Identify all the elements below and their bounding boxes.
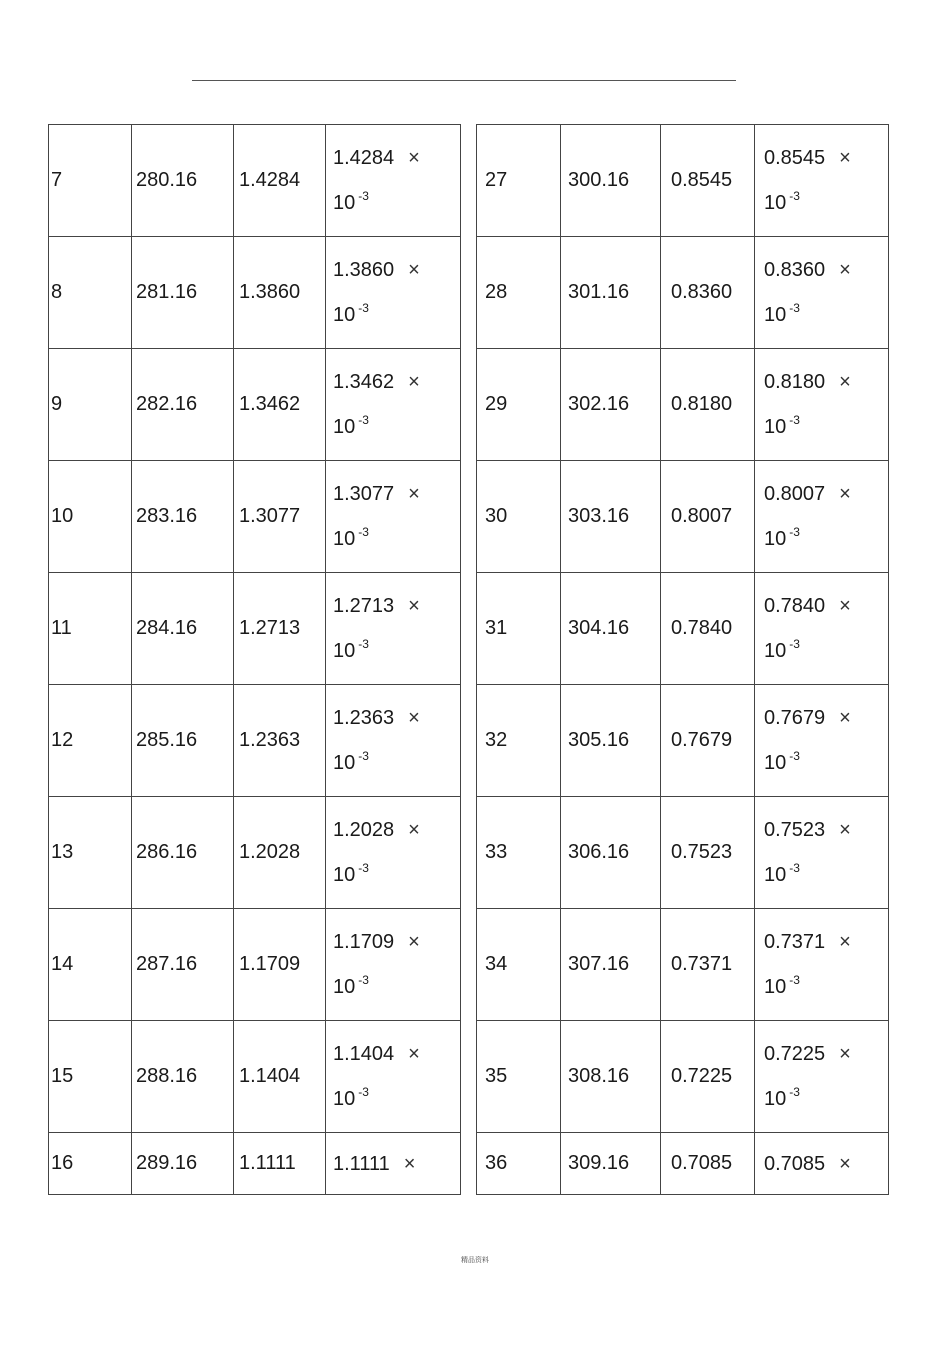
column-divider — [461, 461, 477, 573]
sci-exponent: -3 — [358, 637, 369, 651]
value-cell: 1.1111 — [234, 1133, 326, 1195]
multiply-sign: × — [839, 1152, 851, 1175]
table-body — [49, 125, 889, 1195]
index-cell: 15 — [49, 1021, 132, 1133]
sci-mantissa-line — [333, 1044, 460, 1064]
sci-mantissa-line — [333, 708, 460, 728]
sci-mantissa: 1.1709 — [333, 931, 395, 953]
sci-mantissa: 0.7371 — [764, 931, 826, 953]
sci-mantissa-line — [764, 820, 888, 840]
value-cell: 1.1404 — [234, 1021, 326, 1133]
header-rule — [192, 80, 736, 81]
temperature-cell: 285.16 — [132, 685, 234, 797]
sci-power-line — [764, 413, 888, 438]
multiply-sign: × — [839, 483, 851, 505]
sci-exponent: -3 — [789, 973, 800, 987]
temperature-cell: 300.16 — [561, 125, 661, 237]
sci-power-line — [333, 413, 460, 438]
scientific-value-cell — [755, 237, 889, 349]
sci-exponent: -3 — [358, 749, 369, 763]
sci-mantissa-line — [764, 1154, 888, 1174]
column-divider — [461, 909, 477, 1021]
value-cell: 0.7085 — [661, 1133, 755, 1195]
scientific-value-cell — [326, 797, 461, 909]
multiply-sign: × — [408, 707, 420, 729]
sci-base: 10 — [764, 304, 787, 326]
sci-mantissa-line — [764, 708, 888, 728]
multiply-sign: × — [839, 707, 851, 729]
sci-mantissa: 0.8180 — [764, 371, 826, 393]
sci-mantissa-line — [764, 372, 888, 392]
value-cell: 1.1709 — [234, 909, 326, 1021]
multiply-sign: × — [408, 483, 420, 505]
multiply-sign: × — [839, 1043, 851, 1065]
multiply-sign: × — [839, 147, 851, 169]
table-row — [49, 685, 889, 797]
multiply-sign: × — [839, 259, 851, 281]
sci-mantissa: 1.3077 — [333, 483, 395, 505]
sci-exponent: -3 — [789, 1085, 800, 1099]
temperature-cell: 302.16 — [561, 349, 661, 461]
table-row — [49, 1021, 889, 1133]
value-cell: 1.3077 — [234, 461, 326, 573]
sci-exponent: -3 — [789, 525, 800, 539]
scientific-value-cell — [755, 349, 889, 461]
value-cell: 0.7225 — [661, 1021, 755, 1133]
sci-power-line — [333, 861, 460, 886]
sci-base: 10 — [333, 864, 356, 886]
sci-exponent: -3 — [358, 413, 369, 427]
index-cell: 36 — [477, 1133, 561, 1195]
temperature-cell: 282.16 — [132, 349, 234, 461]
sci-power-line — [764, 1085, 888, 1110]
temperature-cell: 304.16 — [561, 573, 661, 685]
sci-base: 10 — [333, 192, 356, 214]
sci-exponent: -3 — [789, 189, 800, 203]
sci-exponent: -3 — [789, 301, 800, 315]
sci-mantissa: 0.8360 — [764, 259, 826, 281]
value-cell: 0.7679 — [661, 685, 755, 797]
sci-exponent: -3 — [358, 861, 369, 875]
column-divider — [461, 1133, 477, 1195]
column-divider — [461, 125, 477, 237]
sci-mantissa-line — [333, 596, 460, 616]
scientific-value-cell — [755, 125, 889, 237]
sci-mantissa: 0.7085 — [764, 1152, 826, 1175]
sci-exponent: -3 — [358, 973, 369, 987]
sci-mantissa: 1.2713 — [333, 595, 395, 617]
scientific-value-cell — [326, 909, 461, 1021]
scientific-value-cell — [755, 1133, 889, 1195]
scientific-value-cell — [755, 909, 889, 1021]
sci-base: 10 — [333, 304, 356, 326]
value-cell: 0.7840 — [661, 573, 755, 685]
table-row — [49, 125, 889, 237]
multiply-sign: × — [839, 819, 851, 841]
sci-power-line — [333, 1085, 460, 1110]
temperature-cell: 280.16 — [132, 125, 234, 237]
sci-power-line — [764, 189, 888, 214]
sci-power-line — [333, 749, 460, 774]
sci-power-line — [333, 301, 460, 326]
sci-mantissa-line — [333, 148, 460, 168]
index-cell: 13 — [49, 797, 132, 909]
sci-mantissa-line — [333, 372, 460, 392]
multiply-sign: × — [408, 931, 420, 953]
temperature-cell: 288.16 — [132, 1021, 234, 1133]
sci-base: 10 — [764, 752, 787, 774]
value-cell: 0.8360 — [661, 237, 755, 349]
sci-exponent: -3 — [789, 861, 800, 875]
sci-mantissa-line — [764, 148, 888, 168]
table-row — [49, 573, 889, 685]
sci-base: 10 — [764, 528, 787, 550]
value-cell: 0.8007 — [661, 461, 755, 573]
sci-mantissa-line — [333, 484, 460, 504]
sci-mantissa-line — [333, 820, 460, 840]
sci-mantissa: 1.2028 — [333, 819, 395, 841]
column-divider — [461, 797, 477, 909]
sci-exponent: -3 — [358, 525, 369, 539]
sci-power-line — [764, 973, 888, 998]
multiply-sign: × — [408, 819, 420, 841]
footer-note: 精品资料 — [461, 1256, 489, 1264]
sci-mantissa: 1.1111 — [333, 1152, 390, 1175]
sci-power-line — [333, 525, 460, 550]
data-table — [48, 124, 889, 1195]
table-row — [49, 349, 889, 461]
temperature-cell: 286.16 — [132, 797, 234, 909]
sci-base: 10 — [764, 976, 787, 998]
temperature-cell: 308.16 — [561, 1021, 661, 1133]
index-cell: 14 — [49, 909, 132, 1021]
sci-mantissa-line — [333, 260, 460, 280]
index-cell: 27 — [477, 125, 561, 237]
sci-power-line — [764, 861, 888, 886]
sci-base: 10 — [333, 416, 356, 438]
value-cell: 1.2028 — [234, 797, 326, 909]
column-divider — [461, 237, 477, 349]
index-cell: 29 — [477, 349, 561, 461]
index-cell: 8 — [49, 237, 132, 349]
sci-exponent: -3 — [358, 1085, 369, 1099]
sci-base: 10 — [333, 976, 356, 998]
value-cell: 1.2713 — [234, 573, 326, 685]
sci-power-line — [333, 189, 460, 214]
sci-base: 10 — [333, 1088, 356, 1110]
multiply-sign: × — [408, 371, 420, 393]
column-divider — [461, 1021, 477, 1133]
index-cell: 30 — [477, 461, 561, 573]
sci-mantissa-line — [333, 1154, 460, 1174]
temperature-cell: 301.16 — [561, 237, 661, 349]
scientific-value-cell — [755, 1021, 889, 1133]
multiply-sign: × — [408, 595, 420, 617]
index-cell: 9 — [49, 349, 132, 461]
sci-power-line — [764, 749, 888, 774]
value-cell: 1.2363 — [234, 685, 326, 797]
temperature-cell: 283.16 — [132, 461, 234, 573]
index-cell: 33 — [477, 797, 561, 909]
sci-base: 10 — [333, 640, 356, 662]
temperature-cell: 309.16 — [561, 1133, 661, 1195]
table-row — [49, 909, 889, 1021]
value-cell: 0.7523 — [661, 797, 755, 909]
index-cell: 34 — [477, 909, 561, 1021]
sci-mantissa: 0.8007 — [764, 483, 826, 505]
sci-exponent: -3 — [358, 301, 369, 315]
multiply-sign: × — [408, 1043, 420, 1065]
sci-mantissa-line — [764, 596, 888, 616]
multiply-sign: × — [839, 595, 851, 617]
index-cell: 16 — [49, 1133, 132, 1195]
table-row — [49, 797, 889, 909]
sci-base: 10 — [333, 528, 356, 550]
sci-base: 10 — [764, 1088, 787, 1110]
scientific-value-cell — [326, 1133, 461, 1195]
multiply-sign: × — [839, 931, 851, 953]
temperature-cell: 303.16 — [561, 461, 661, 573]
scientific-value-cell — [326, 1021, 461, 1133]
temperature-cell: 284.16 — [132, 573, 234, 685]
sci-mantissa-line — [764, 260, 888, 280]
index-cell: 31 — [477, 573, 561, 685]
value-cell: 0.8545 — [661, 125, 755, 237]
value-cell: 1.3462 — [234, 349, 326, 461]
scientific-value-cell — [326, 685, 461, 797]
temperature-cell: 289.16 — [132, 1133, 234, 1195]
sci-exponent: -3 — [789, 413, 800, 427]
value-cell: 1.3860 — [234, 237, 326, 349]
index-cell: 32 — [477, 685, 561, 797]
sci-mantissa: 1.4284 — [333, 147, 395, 169]
sci-base: 10 — [764, 864, 787, 886]
value-cell: 0.7371 — [661, 909, 755, 1021]
sci-power-line — [333, 973, 460, 998]
scientific-value-cell — [755, 797, 889, 909]
sci-power-line — [764, 637, 888, 662]
sci-exponent: -3 — [789, 637, 800, 651]
table-row — [49, 461, 889, 573]
sci-mantissa: 0.7679 — [764, 707, 826, 729]
scientific-value-cell — [755, 461, 889, 573]
column-divider — [461, 685, 477, 797]
sci-base: 10 — [764, 640, 787, 662]
sci-mantissa: 1.1404 — [333, 1043, 395, 1065]
scientific-value-cell — [755, 573, 889, 685]
scientific-value-cell — [326, 573, 461, 685]
sci-mantissa: 1.2363 — [333, 707, 395, 729]
scientific-value-cell — [326, 237, 461, 349]
sci-exponent: -3 — [358, 189, 369, 203]
sci-base: 10 — [764, 416, 787, 438]
sci-mantissa-line — [764, 484, 888, 504]
sci-power-line — [764, 525, 888, 550]
temperature-cell: 306.16 — [561, 797, 661, 909]
multiply-sign: × — [403, 1152, 416, 1175]
sci-base: 10 — [333, 752, 356, 774]
value-cell: 0.8180 — [661, 349, 755, 461]
multiply-sign: × — [839, 371, 851, 393]
index-cell: 28 — [477, 237, 561, 349]
sci-mantissa: 0.7225 — [764, 1043, 826, 1065]
sci-mantissa-line — [764, 1044, 888, 1064]
scientific-value-cell — [755, 685, 889, 797]
sci-mantissa: 0.7523 — [764, 819, 826, 841]
index-cell: 11 — [49, 573, 132, 685]
multiply-sign: × — [408, 259, 420, 281]
sci-power-line — [333, 637, 460, 662]
sci-power-line — [764, 301, 888, 326]
table-row — [49, 1133, 889, 1195]
scientific-value-cell — [326, 461, 461, 573]
sci-mantissa: 1.3462 — [333, 371, 395, 393]
index-cell: 10 — [49, 461, 132, 573]
scientific-value-cell — [326, 125, 461, 237]
sci-mantissa: 1.3860 — [333, 259, 395, 281]
column-divider — [461, 349, 477, 461]
sci-mantissa: 0.7840 — [764, 595, 826, 617]
index-cell: 7 — [49, 125, 132, 237]
value-cell: 1.4284 — [234, 125, 326, 237]
temperature-cell: 281.16 — [132, 237, 234, 349]
temperature-cell: 307.16 — [561, 909, 661, 1021]
temperature-cell: 287.16 — [132, 909, 234, 1021]
sci-exponent: -3 — [789, 749, 800, 763]
sci-mantissa-line — [764, 932, 888, 952]
sci-base: 10 — [764, 192, 787, 214]
sci-mantissa: 0.8545 — [764, 147, 826, 169]
scientific-value-cell — [326, 349, 461, 461]
column-divider — [461, 573, 477, 685]
multiply-sign: × — [408, 147, 420, 169]
index-cell: 35 — [477, 1021, 561, 1133]
temperature-cell: 305.16 — [561, 685, 661, 797]
table-row — [49, 237, 889, 349]
index-cell: 12 — [49, 685, 132, 797]
sci-mantissa-line — [333, 932, 460, 952]
